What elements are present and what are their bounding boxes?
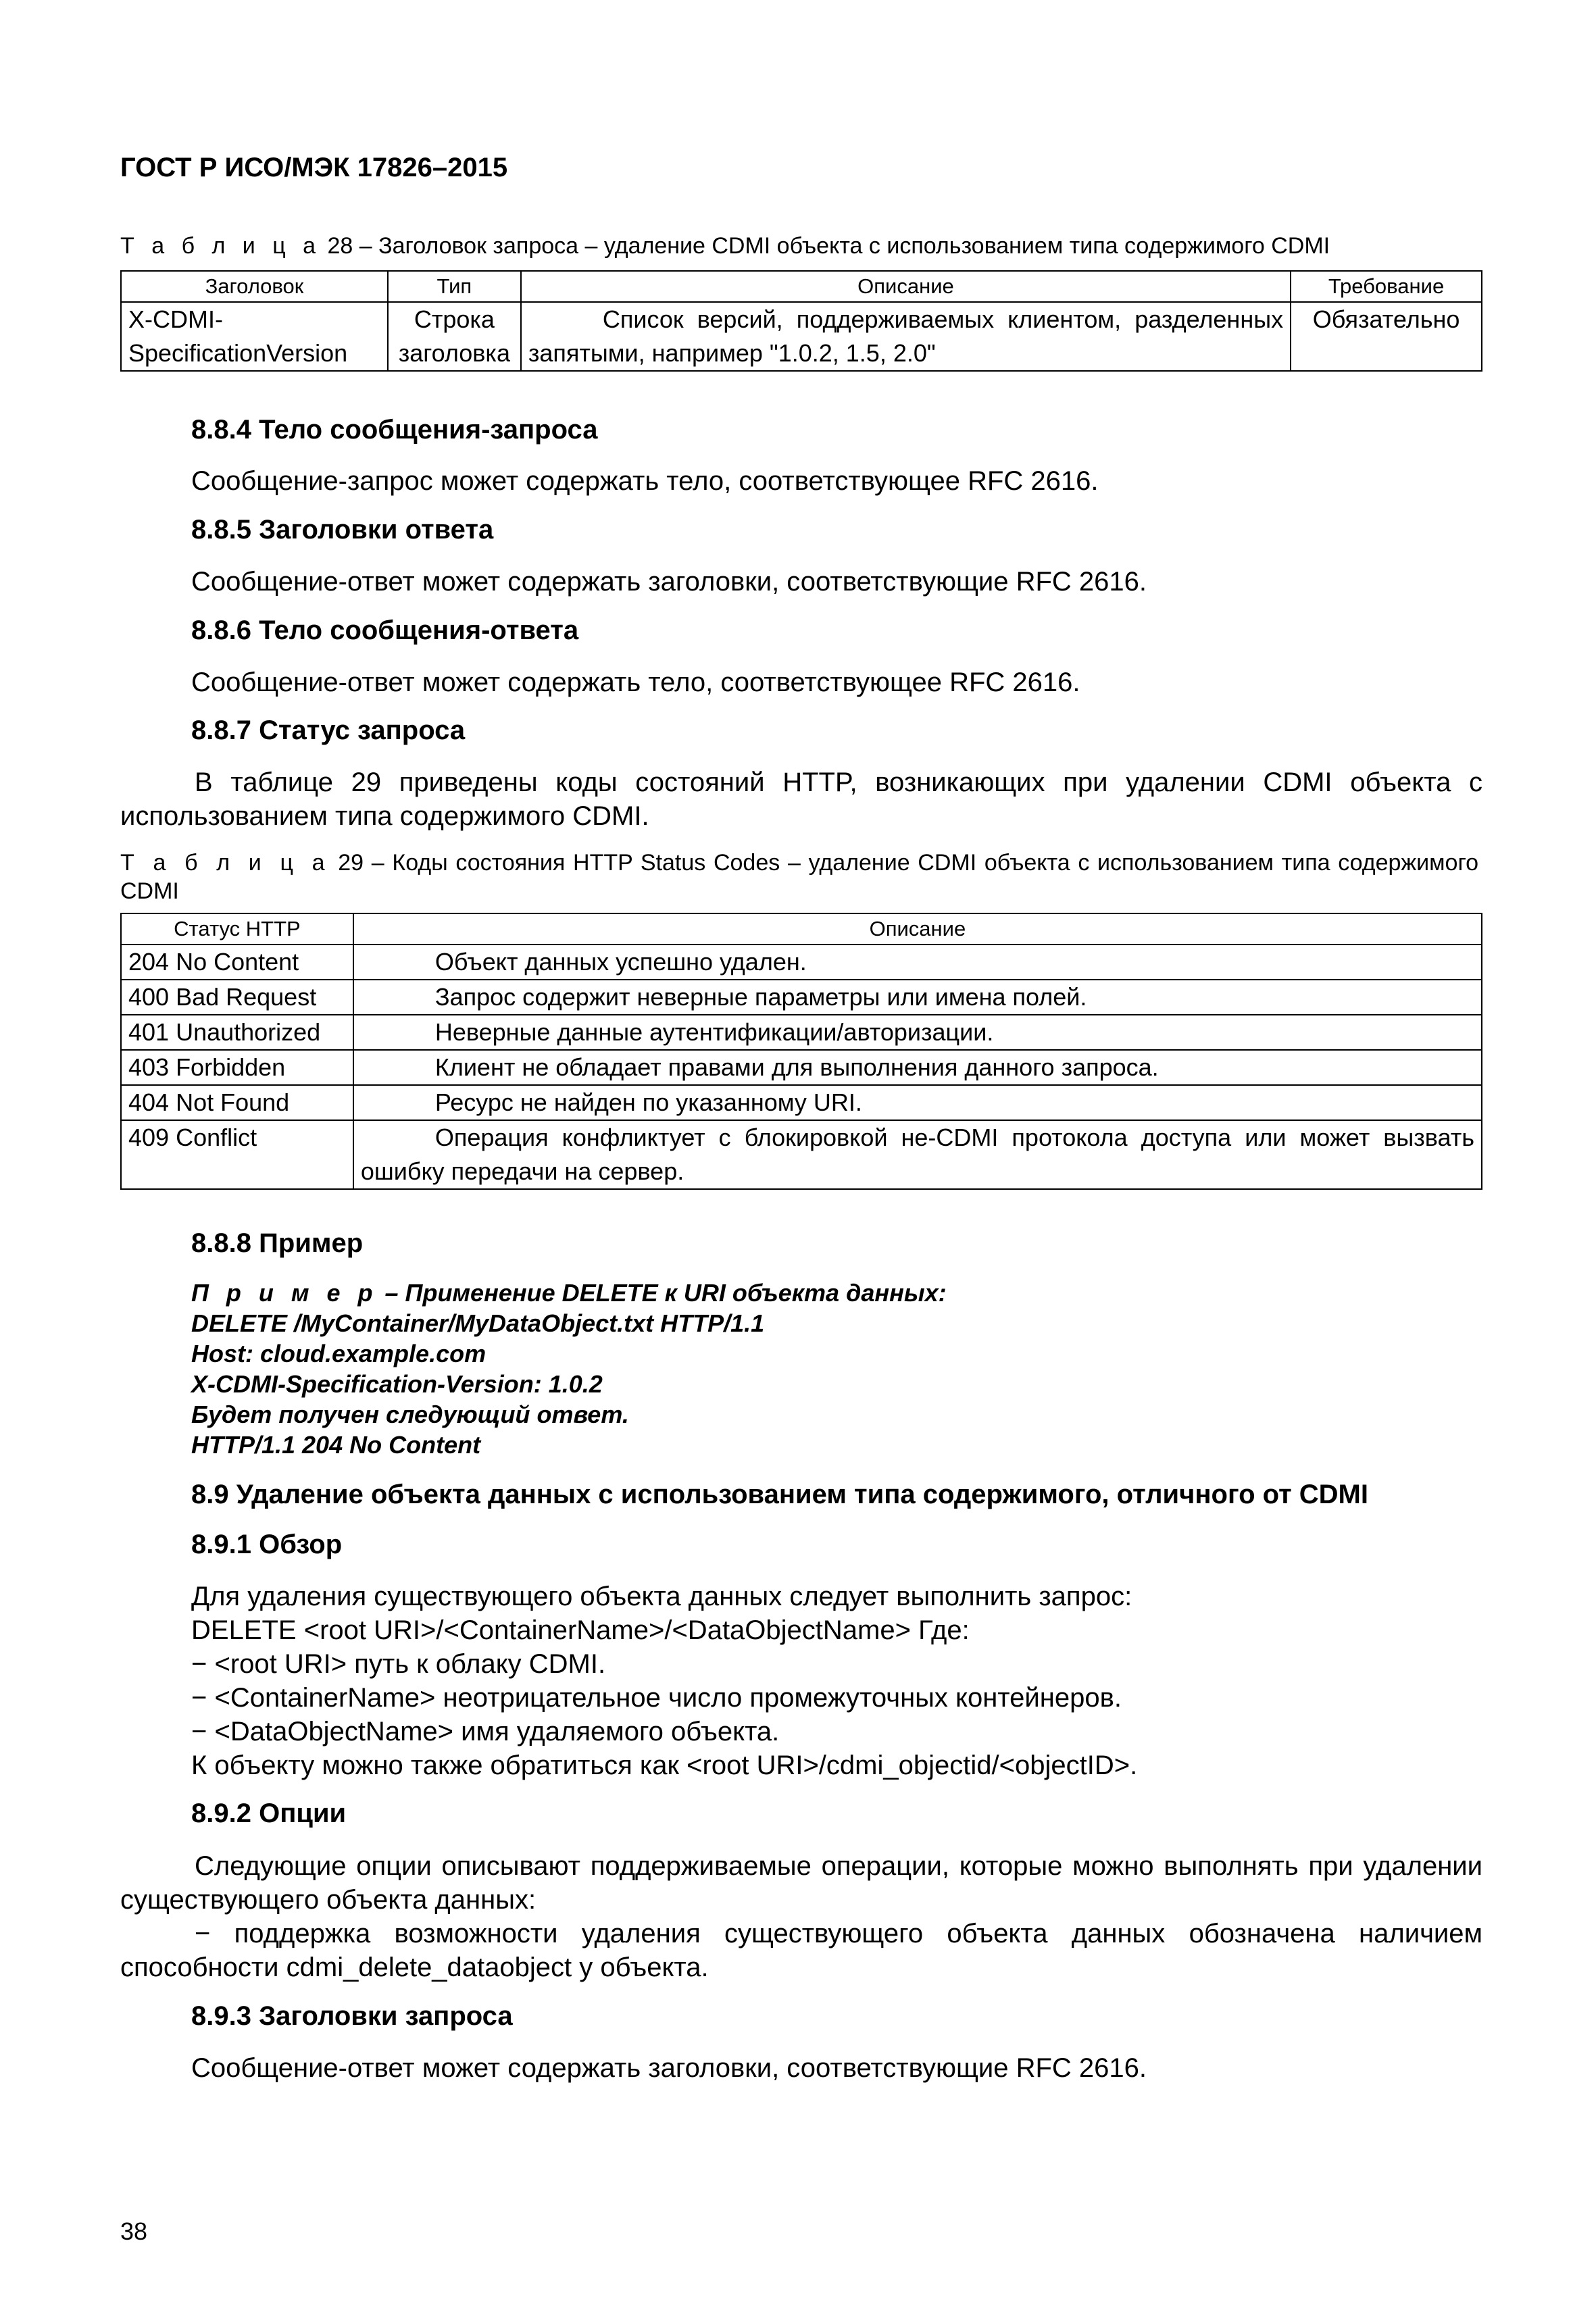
table28-header-cell — [121, 302, 388, 371]
cell-line: заголовка — [398, 339, 510, 367]
section-8-9-2-list-item: − поддержка возможности удаления существующего объекта данных обозначена наличием способности cdmi_delete_dataobject у объекта. — [120, 1919, 1482, 1982]
description-cell: Объект данных успешно удален. — [353, 945, 1482, 980]
section-8-9-1-title: 8.9.1 Обзор — [191, 1530, 343, 1559]
section-8-8-7-text: В таблице 29 приведены коды состояний HTTP, возникающих при удалении CDMI объекта с использованием типа содержимого CDMI. — [120, 768, 1482, 831]
description-cell: Ресурс не найден по указанному URI. — [353, 1085, 1482, 1120]
table28-col-description: Описание — [521, 271, 1291, 302]
section-8-8-4-text: Сообщение-запрос может содержать тело, соответствующее RFC 2616. — [191, 466, 1099, 496]
table29-caption-text: 29 – Коды состояния HTTP Status Codes – удаление CDMI объекта с использованием типа содержимого CDMI — [120, 850, 1479, 904]
table-row — [121, 1120, 1482, 1189]
status-cell: 400 Bad Request — [121, 980, 353, 1015]
section-8-9-1-body — [191, 1580, 1137, 1782]
example-block — [191, 1278, 947, 1460]
body-line: К объекту можно также обратиться как <root URI>/cdmi_objectid/<objectID>. — [191, 1751, 1138, 1780]
page-number: 38 — [120, 2217, 148, 2245]
cell-line: SpecificationVersion — [128, 339, 348, 367]
table29-caption — [120, 849, 1478, 905]
table28-col-type: Тип — [388, 271, 521, 302]
body-line: DELETE <root URI>/<ContainerName>/<DataObjectName> Где: — [191, 1615, 970, 1645]
table-row — [121, 945, 1482, 980]
table-29 — [120, 913, 1482, 1190]
table28-type-cell — [388, 302, 521, 371]
table28-header-row — [121, 271, 1482, 302]
table-28 — [120, 270, 1482, 372]
section-8-9-2-text: Следующие опции описывают поддерживаемые операции, которые можно выполнять при удалении существующего объекта данных: — [120, 1851, 1482, 1915]
document-header: ГОСТ Р ИСО/МЭК 17826–2015 — [120, 153, 508, 182]
section-8-9-3-text: Сообщение-ответ может содержать заголовки, соответствующие RFC 2616. — [191, 2053, 1147, 2083]
list-item: − <DataObjectName> имя удаляемого объекта. — [191, 1717, 780, 1746]
status-cell: 403 Forbidden — [121, 1050, 353, 1085]
status-cell: 404 Not Found — [121, 1085, 353, 1120]
table-row — [121, 1050, 1482, 1085]
table-row — [121, 1015, 1482, 1050]
description-cell: Неверные данные аутентификации/авторизации. — [353, 1015, 1482, 1050]
cell-line: Строка — [414, 305, 495, 333]
table-row — [121, 1085, 1482, 1120]
table28-description-cell: Список версий, поддерживаемых клиентом, разделенных запятыми, например "1.0.2, 1.5, 2.0" — [521, 302, 1291, 371]
description-cell: Клиент не обладает правами для выполнения данного запроса. — [353, 1050, 1482, 1085]
section-8-9-2-title: 8.9.2 Опции — [191, 1799, 347, 1828]
section-8-9-title: 8.9 Удаление объекта данных с использованием типа содержимого, отличного от CDMI — [191, 1480, 1368, 1509]
table28-caption — [120, 232, 1478, 260]
section-8-8-5-title: 8.8.5 Заголовки ответа — [191, 515, 494, 545]
table29-col-description: Описание — [353, 913, 1482, 945]
status-cell: 204 No Content — [121, 945, 353, 980]
table-row — [121, 980, 1482, 1015]
section-8-9-3-title: 8.9.3 Заголовки запроса — [191, 2001, 513, 2031]
cell-line: X-CDMI- — [128, 305, 223, 333]
table29-col-status: Статус HTTP — [121, 913, 353, 945]
example-line — [191, 1278, 947, 1308]
example-label: П р и м е р — [191, 1279, 378, 1307]
section-8-8-6-title: 8.8.6 Тело сообщения-ответа — [191, 615, 579, 645]
section-8-8-5-text: Сообщение-ответ может содержать заголовки, соответствующие RFC 2616. — [191, 567, 1147, 597]
table28-requirement-cell: Обязательно — [1291, 302, 1482, 371]
description-cell: Запрос содержит неверные параметры или имена полей. — [353, 980, 1482, 1015]
example-intro: – Применение DELETE к URI объекта данных: — [378, 1279, 947, 1307]
table28-col-requirement: Требование — [1291, 271, 1482, 302]
example-line: Host: cloud.example.com — [191, 1340, 487, 1367]
table29-header-row — [121, 913, 1482, 945]
section-8-8-6-text: Сообщение-ответ может содержать тело, соответствующее RFC 2616. — [191, 668, 1080, 697]
status-cell: 409 Conflict — [121, 1120, 353, 1189]
table28-label: Т а б л и ц а — [120, 233, 322, 259]
example-line: HTTP/1.1 204 No Content — [191, 1431, 481, 1459]
table29-label: Т а б л и ц а — [120, 850, 330, 876]
example-line: Будет получен следующий ответ. — [191, 1401, 629, 1428]
example-line: X-CDMI-Specification-Version: 1.0.2 — [191, 1370, 603, 1398]
section-8-8-8-title: 8.8.8 Пример — [191, 1228, 364, 1258]
table-row — [121, 302, 1482, 371]
status-cell: 401 Unauthorized — [121, 1015, 353, 1050]
table28-col-header: Заголовок — [121, 271, 388, 302]
description-cell: Операция конфликтует с блокировкой не-CDMI протокола доступа или может вызвать ошибку передачи на сервер. — [353, 1120, 1482, 1189]
table28-caption-text: 28 – Заголовок запроса – удаление CDMI объекта с использованием типа содержимого CDMI — [321, 233, 1330, 259]
example-line: DELETE /MyContainer/MyDataObject.txt HTTP/1.1 — [191, 1309, 765, 1337]
list-item: − <root URI> путь к облаку CDMI. — [191, 1649, 606, 1679]
section-8-8-4-title: 8.8.4 Тело сообщения-запроса — [191, 415, 598, 445]
section-8-8-7-title: 8.8.7 Статус запроса — [191, 715, 466, 745]
list-item: − <ContainerName> неотрицательное число промежуточных контейнеров. — [191, 1683, 1122, 1713]
body-line: Для удаления существующего объекта данных следует выполнить запрос: — [191, 1582, 1132, 1611]
